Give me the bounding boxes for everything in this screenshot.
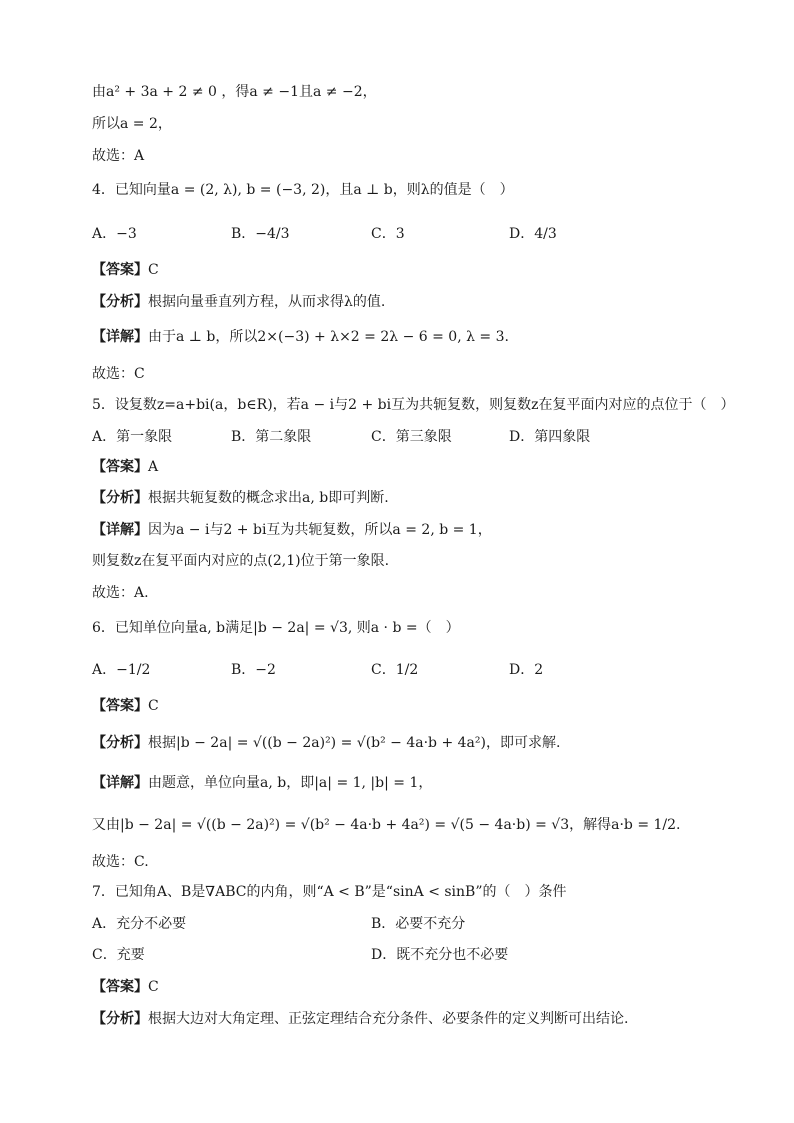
q5-option-b: B．第二象限	[231, 429, 312, 445]
detail-label: 【详解】	[92, 522, 148, 538]
q5-analysis	[92, 488, 389, 508]
q6-option-d: D．2	[509, 662, 544, 678]
analysis-text: 根据|b − 2a| = √((b − 2a)²) = √(b² − 4a·b + 4a²)，即可求解.	[148, 735, 561, 751]
answer-label: 【答案】	[92, 459, 148, 475]
q4-analysis	[92, 292, 385, 312]
q7-option-a: A．充分不必要	[92, 916, 187, 932]
q6-selection: 故选：C.	[92, 854, 149, 870]
detail-text: 由于a ⊥ b，所以2×(−3) + λ×2 = 2λ − 6 = 0, λ = 3.	[148, 329, 509, 345]
q6-detail	[92, 773, 432, 793]
q4-answer	[92, 260, 159, 280]
q5-option-a: A．第一象限	[92, 429, 173, 445]
q4-option-c: C．3	[371, 226, 405, 242]
detail-label: 【详解】	[92, 329, 148, 345]
detail-text: 因为a − i与2 + bi互为共轭复数，所以a = 2, b = 1，	[148, 522, 492, 538]
selection-line: 故选：A	[92, 148, 145, 164]
answer-value: C	[148, 979, 159, 995]
detail-label: 【详解】	[92, 775, 148, 791]
answer-label: 【答案】	[92, 262, 148, 278]
question-6: 6．已知单位向量a, b满足|b − 2a| = √3, 则a · b =（ ）	[92, 620, 460, 636]
analysis-label: 【分析】	[92, 294, 148, 310]
answer-label: 【答案】	[92, 698, 148, 714]
detail-text: 由题意，单位向量a, b，即|a| = 1, |b| = 1，	[148, 775, 433, 791]
q6-analysis	[92, 733, 560, 753]
answer-value: A	[148, 459, 159, 475]
analysis-label: 【分析】	[92, 490, 148, 506]
q6-detail-2: 又由|b − 2a| = √((b − 2a)²) = √(b² − 4a·b + 4a²) = √(5 − 4a·b) = √3，解得a·b = 1/2.	[92, 817, 681, 833]
q4-option-a: A．−3	[92, 226, 137, 242]
analysis-text: 根据大边对大角定理、正弦定理结合充分条件、必要条件的定义判断可出结论.	[148, 1011, 629, 1027]
analysis-text: 根据向量垂直列方程，从而求得λ的值.	[148, 294, 386, 310]
question-7: 7．已知角A、B是∇ABC的内角，则“A < B”是“sinA < sinB”的（ ）条件	[92, 884, 567, 900]
q7-analysis	[92, 1009, 628, 1029]
q6-option-b: B．−2	[231, 662, 276, 678]
question-5: 5．设复数z=a+bi(a，b∈R)，若a − i与2 + bi互为共轭复数，则复数z在复平面内对应的点位于（ ）	[92, 397, 735, 413]
solution-line: 由a² + 3a + 2 ≠ 0 ，得a ≠ −1且a ≠ −2，	[92, 84, 377, 100]
q7-answer	[92, 977, 159, 997]
q7-option-c: C．充要	[92, 947, 145, 963]
q6-answer	[92, 696, 159, 716]
q6-option-c: C．1/2	[371, 662, 419, 678]
q4-option-d: D．4/3	[509, 226, 557, 242]
solution-line: 所以a = 2，	[92, 116, 172, 132]
q5-detail-2: 则复数z在复平面内对应的点(2,1)位于第一象限.	[92, 553, 390, 569]
analysis-label: 【分析】	[92, 735, 148, 751]
q7-option-d: D．既不充分也不必要	[371, 947, 509, 963]
q5-option-c: C．第三象限	[371, 429, 452, 445]
q4-detail	[92, 327, 509, 347]
question-4: 4．已知向量a = (2, λ), b = (−3, 2)，且a ⊥ b，则λ的值是（ ）	[92, 182, 514, 198]
analysis-label: 【分析】	[92, 1011, 148, 1027]
answer-label: 【答案】	[92, 979, 148, 995]
answer-value: C	[148, 262, 159, 278]
q7-option-b: B．必要不充分	[371, 916, 466, 932]
q4-option-b: B．−4/3	[231, 226, 290, 242]
analysis-text: 根据共轭复数的概念求出a, b即可判断.	[148, 490, 389, 506]
q6-option-a: A．−1/2	[92, 662, 151, 678]
answer-value: C	[148, 698, 159, 714]
q5-detail	[92, 520, 492, 540]
q5-answer	[92, 457, 158, 477]
q5-selection: 故选：A.	[92, 585, 149, 601]
q5-option-d: D．第四象限	[509, 429, 591, 445]
q4-selection: 故选：C	[92, 366, 145, 382]
